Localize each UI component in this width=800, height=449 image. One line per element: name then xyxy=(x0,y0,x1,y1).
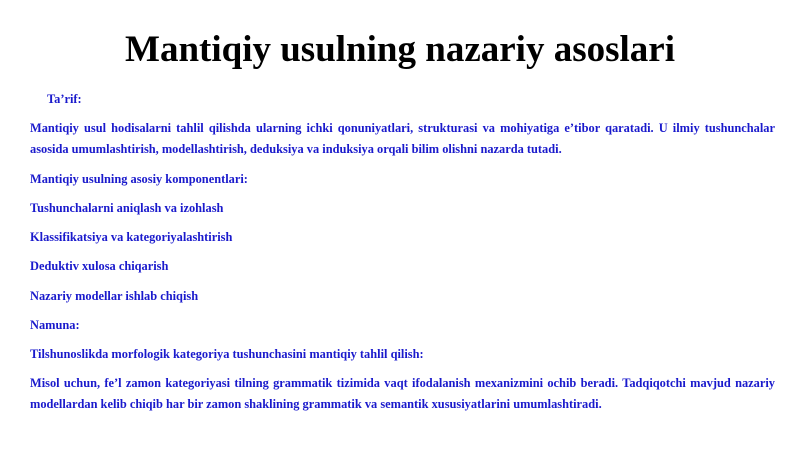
example-label: Namuna: xyxy=(30,318,80,332)
definition-text: Mantiqiy usul hodisalarni tahlil qilishda ularning ichki qonuniyatlari, strukturasi va mohiyatiga e’tibor qaratadi. U ilmiy tushunchalar asosida umumlashtirish, modellashtirish, deduksiya va induksiya orqali bilim olishni nazarda tutadi. xyxy=(30,121,775,156)
component-item: Nazariy modellar ishlab chiqish xyxy=(30,289,199,303)
example-text: Misol uchun, fe’l zamon kategoriyasi tilning grammatik tizimida vaqt ifodalanish mexanizmini ochib beradi. Tadqiqotchi mavjud nazariy modellardan kelib chiqib har bir zamon shaklining grammatik va semantik xususiyatlarini umumlashtiradi. xyxy=(30,376,775,411)
component-item: Klassifikatsiya va kategoriyalashtirish xyxy=(30,230,233,244)
component-item: Deduktiv xulosa chiqarish xyxy=(30,259,169,273)
slide-title: Mantiqiy usulning nazariy asoslari xyxy=(125,29,675,70)
example-heading: Tilshunoslikda morfologik kategoriya tushunchasini mantiqiy tahlil qilish: xyxy=(30,347,424,361)
components-heading: Mantiqiy usulning asosiy komponentlari: xyxy=(30,172,248,186)
component-item: Tushunchalarni aniqlash va izohlash xyxy=(30,201,224,215)
definition-label: Ta’rif: xyxy=(47,92,82,106)
